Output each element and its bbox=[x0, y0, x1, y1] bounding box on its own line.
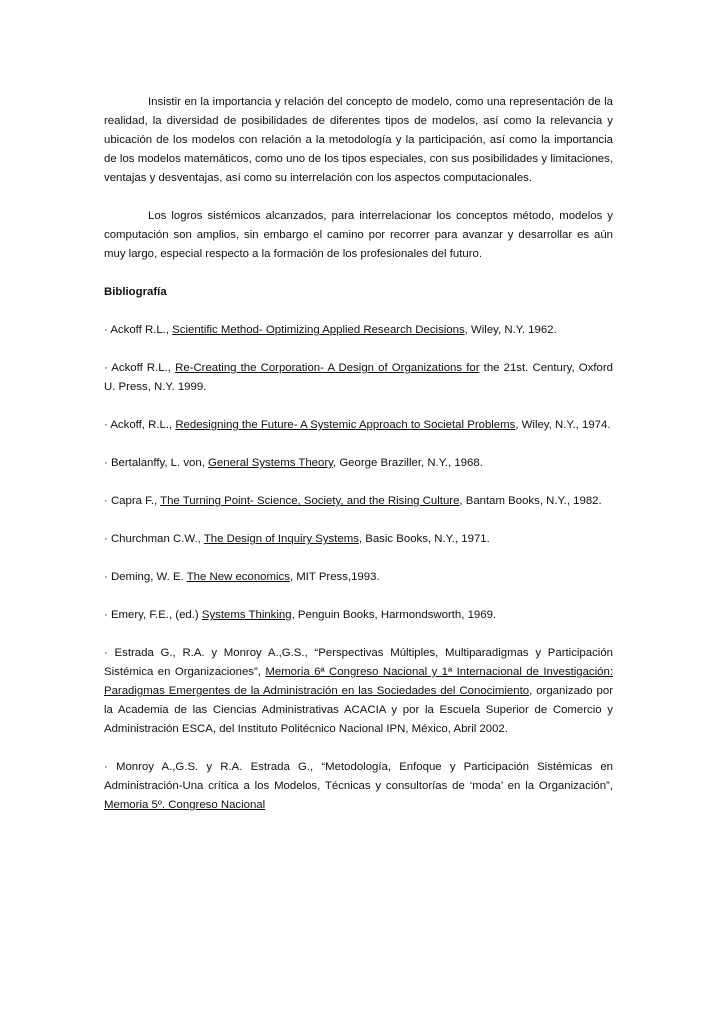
spacer bbox=[104, 340, 613, 359]
reference-item bbox=[104, 530, 613, 549]
reference-publisher: , Basic Books, N.Y., 1971. bbox=[358, 533, 490, 545]
reference-title-link[interactable]: The Turning Point- Science, Society, and the Rising Culture bbox=[160, 495, 460, 507]
reference-author: · Ackoff, R.L., bbox=[104, 419, 176, 431]
reference-publisher: , Wiley, N.Y., 1974. bbox=[515, 419, 611, 431]
conclusion-paragraph-1: Insistir en la importancia y relación del concepto de modelo, como una representación de la realidad, la diversidad de posibilidades de diferentes tipos de modelos, así como la relevancia y ubicación de los modelos con relación a la metodología y la participación, así como la importancia de los modelos matemáticos, como uno de los tipos especiales, con sus posibilidades y limitaciones, ventajas y desventajas, así como su interrelación con los aspectos computacionales. bbox=[104, 96, 613, 184]
reference-author: · Ackoff R.L., bbox=[104, 362, 176, 374]
reference-item bbox=[104, 454, 613, 473]
reference-title-link[interactable]: The Design of Inquiry Systems bbox=[203, 533, 359, 545]
reference-item bbox=[104, 492, 613, 511]
reference-title-link[interactable]: The New economics bbox=[186, 571, 290, 583]
reference-publisher: , Penguin Books, Harmondsworth, 1969. bbox=[291, 609, 497, 621]
reference-author: · Monroy A.,G.S. y R.A. Estrada G., “Metodología, Enfoque y Participación Sistémicas en Administración-Una crítica a los Modelos, Técnicas y consultorías de ‘moda’ en la Organización”, bbox=[104, 761, 613, 792]
reference-publisher: , Bantam Books, N.Y., 1982. bbox=[459, 495, 602, 507]
reference-publisher: , MIT Press,1993. bbox=[289, 571, 380, 583]
reference-author: · Capra F., bbox=[104, 495, 161, 507]
reference-author: · Churchman C.W., bbox=[104, 533, 204, 545]
reference-author: · Emery, F.E., (ed.) bbox=[104, 609, 202, 621]
reference-item bbox=[104, 321, 613, 340]
reference-publisher: , Wiley, N.Y. 1962. bbox=[464, 324, 557, 336]
spacer bbox=[104, 511, 613, 530]
spacer bbox=[104, 302, 613, 321]
spacer bbox=[104, 549, 613, 568]
reference-author: · Deming, W. E. bbox=[104, 571, 187, 583]
reference-publisher: , organizado por la Academia de las Ciencias Administrativas ACACIA y por la Escuela Superior de Comercio y Administración ESCA, del Instituto Politécnico Nacional IPN, México, Abril 2002. bbox=[104, 685, 613, 735]
reference-title-link[interactable]: Systems Thinking bbox=[201, 609, 292, 621]
reference-title-link[interactable]: General Systems Theory bbox=[208, 457, 333, 469]
reference-title-link[interactable]: Memoria 6ª Congreso Nacional y 1ª Internacional de Investigación: Paradigmas Emergentes de la Administración en las Sociedades del Conocimiento bbox=[104, 666, 613, 697]
reference-item bbox=[104, 758, 613, 815]
reference-author: · Bertalanffy, L. von, bbox=[104, 457, 209, 469]
spacer bbox=[104, 625, 613, 644]
document-page bbox=[104, 93, 613, 815]
spacer bbox=[104, 473, 613, 492]
reference-title-link[interactable]: Memoria 5º. Congreso Nacional bbox=[104, 799, 266, 811]
spacer bbox=[104, 739, 613, 758]
spacer bbox=[104, 188, 613, 207]
reference-author: · Estrada G., R.A. y Monroy A.,G.S., “Perspectivas Múltiples, Multiparadigmas y Participación Sistémica en Organizaciones”, bbox=[104, 647, 613, 678]
spacer bbox=[104, 587, 613, 606]
bibliography-heading: Bibliografía bbox=[104, 286, 167, 298]
reference-title-link[interactable]: Redesigning the Future- A Systemic Approach to Societal Problems bbox=[175, 419, 516, 431]
reference-item bbox=[104, 606, 613, 625]
reference-item bbox=[104, 644, 613, 739]
reference-item bbox=[104, 359, 613, 397]
reference-title-link[interactable]: Scientific Method- Optimizing Applied Research Decisions bbox=[172, 324, 465, 336]
reference-title-link[interactable]: Re-Creating the Corporation- A Design of Organizations for bbox=[175, 362, 480, 374]
reference-item bbox=[104, 568, 613, 587]
reference-author: · Ackoff R.L., bbox=[104, 324, 173, 336]
spacer bbox=[104, 435, 613, 454]
reference-item bbox=[104, 416, 613, 435]
spacer bbox=[104, 397, 613, 416]
reference-publisher: , George Braziller, N.Y., 1968. bbox=[332, 457, 483, 469]
reference-publisher: the 21st. Century, Oxford U. Press, N.Y. 1999. bbox=[104, 362, 613, 393]
conclusion-paragraph-2: Los logros sistémicos alcanzados, para interrelacionar los conceptos método, modelos y computación son amplios, sin embargo el camino por recorrer para avanzar y desarrollar es aún muy largo, especial respecto a la formación de los profesionales del futuro. bbox=[104, 210, 613, 260]
spacer bbox=[104, 264, 613, 283]
